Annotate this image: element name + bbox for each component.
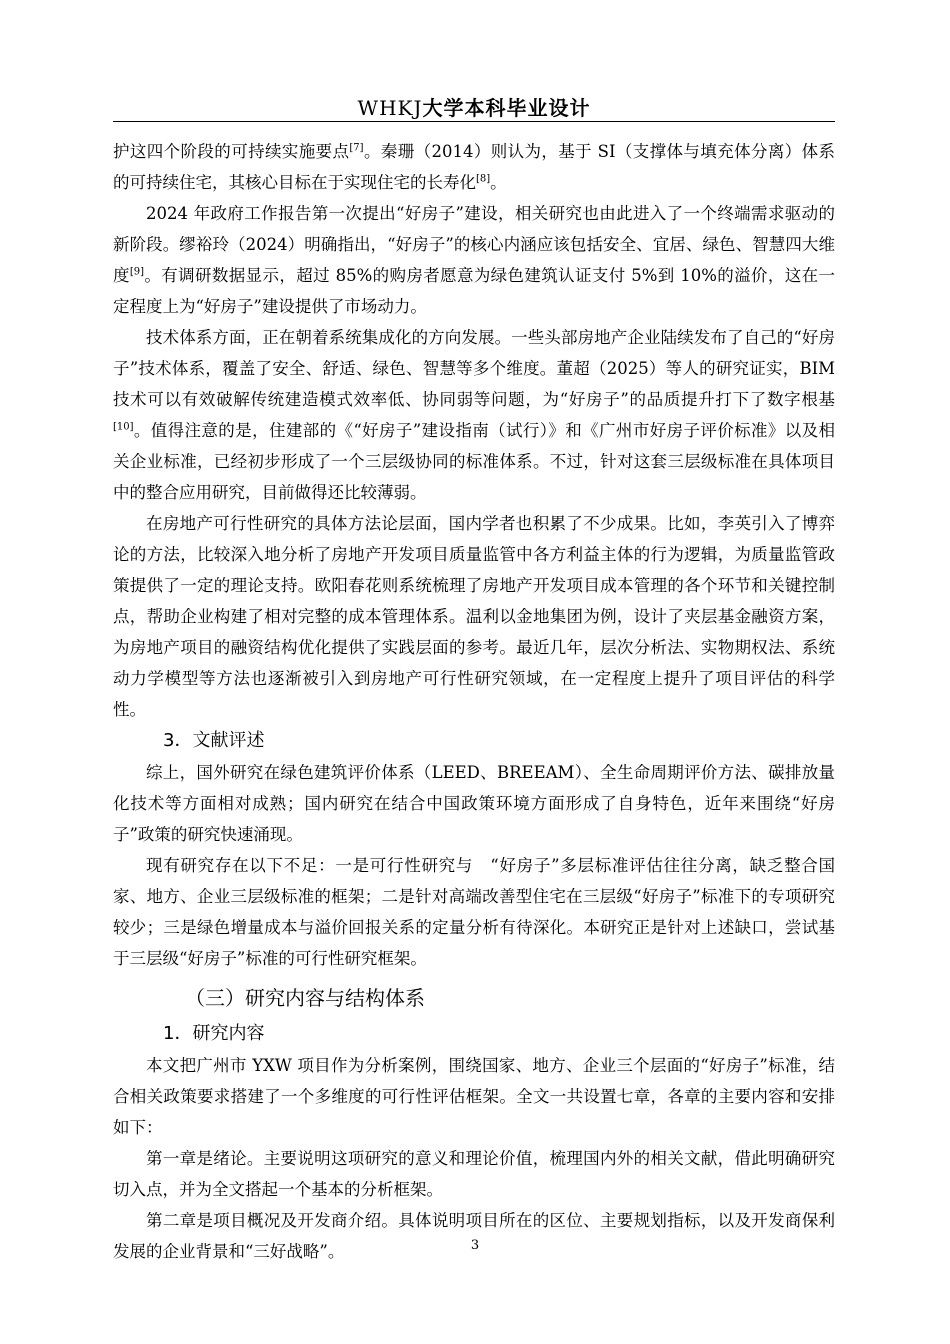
subsection-heading: 1．研究内容: [163, 1023, 265, 1044]
paragraph-text: 在房地产可行性研究的具体方法论层面，国内学者也积累了不少成果。比如，李英引入了博弈论的方法，比较深入地分析了房地产开发项目质量监管中各方利益主体的行为逻辑，为质量监管政策提供了一定的理论支持。欧阳春花则系统梳理了房地产开发项目成本管理的各个环节和关键控制点，帮助企业构建了相对完整的成本管理体系。温利以金地集团为例，设计了夹层基金融资方案，为房地产项目的融资结构优化提供了实践层面的参考。最近几年，层次分析法、实物期权法、系统动力学模型等方法也逐渐被引入到房地产可行性研究领域，在一定程度上提升了项目评估的科学性。: [113, 514, 835, 719]
paragraph-text: 本文把广州市 YXW 项目作为分析案例，围绕国家、地方、企业三个层面的“好房子”标准，结合相关政策要求搭建了一个多维度的可行性评估框架。全文一共设置七章，各章的主要内容和安排如下：: [113, 1056, 835, 1137]
paragraph: [113, 322, 835, 508]
header-prefix: WHKJ: [357, 96, 423, 120]
citation-ref: [9]: [129, 266, 145, 278]
paragraph: [113, 1143, 835, 1205]
page-number: 3: [470, 1238, 480, 1253]
citation-ref: [7]: [349, 142, 364, 154]
paragraph-text: 。秦珊（2014）则认为，基于 SI（支撑体与填充体分离）体系的可持续住宅，其核心目标在于实现住宅的长寿化: [113, 142, 836, 192]
citation-ref: [8]: [476, 173, 491, 185]
paragraph-text: 技术体系方面，正在朝着系统集成化的方向发展。一些头部房地产企业陆续发布了自己的“好房子”技术体系，覆盖了安全、舒适、绿色、智慧等多个维度。董超（2025）等人的研究证实，BIM 技术可以有效破解传统建造模式效率低、协同弱等问题，为“好房子”的品质提升打下了数字根基: [113, 328, 835, 409]
paragraph: [113, 198, 835, 322]
paragraph: [113, 508, 835, 725]
paragraph: [113, 850, 835, 974]
paragraph-text: 2024 年政府工作报告第一次提出“好房子”建设，相关研究也由此进入了一个终端需求驱动的新阶段。缪裕玲（2024）明确指出，“好房子”的核心内涵应该包括安全、宜居、绿色、智慧四大维度: [113, 204, 835, 285]
citation-ref: [10]: [113, 421, 134, 433]
header-rule: [113, 121, 835, 122]
paragraph: [113, 136, 835, 198]
paragraph-text: 第二章是项目概况及开发商介绍。具体说明项目所在的区位、主要规划指标，以及开发商保利发展的企业背景和“三好战略”。: [113, 1211, 835, 1261]
section-heading: （三）研究内容与结构体系: [185, 986, 425, 1010]
paragraph-text: 现有研究存在以下不足：一是可行性研究与 “好房子”多层标准评估往往分离，缺乏整合国家、地方、企业三层级标准的框架；二是针对高端改善型住宅在三层级“好房子”标准下的专项研究较少；三是绿色增量成本与溢价回报关系的定量分析有待深化。本研究正是针对上述缺口，尝试基于三层级“好房子”标准的可行性研究框架。: [113, 856, 835, 968]
paragraph-text: 。值得注意的是，住建部的《“好房子”建设指南（试行）》和《广州市好房子评价标准》以及相关企业标准，已经初步形成了一个三层级协同的标准体系。不过，针对这套三层级标准在具体项目中的整合应用研究，目前做得还比较薄弱。: [113, 421, 835, 502]
paragraph-text: 综上，国外研究在绿色建筑评价体系（LEED、BREEAM）、全生命周期评价方法、碳排放量化技术等方面相对成熟；国内研究在结合中国政策环境方面形成了自身特色，近年来围绕“好房子”政策的研究快速涌现。: [113, 763, 835, 844]
running-header: [113, 92, 835, 121]
body-text: [113, 136, 835, 1267]
header-title: 大学本科毕业设计: [422, 96, 591, 120]
paragraph: [113, 757, 835, 850]
paragraph-text: 。有调研数据显示，超过 85%的购房者愿意为绿色建筑认证支付 5%到 10%的溢价，这在一定程度上为“好房子”建设提供了市场动力。: [113, 266, 836, 316]
paragraph: [113, 1050, 835, 1143]
paragraph-text: 护这四个阶段的可持续实施要点: [113, 142, 350, 161]
subsection-heading: 3．文献评述: [163, 730, 265, 751]
paragraph-text: 第一章是绪论。主要说明这项研究的意义和理论价值，梳理国内外的相关文献，借此明确研究切入点，并为全文搭起一个基本的分析框架。: [113, 1149, 835, 1199]
paragraph: [113, 1205, 835, 1267]
paragraph-text: 。: [490, 173, 507, 192]
